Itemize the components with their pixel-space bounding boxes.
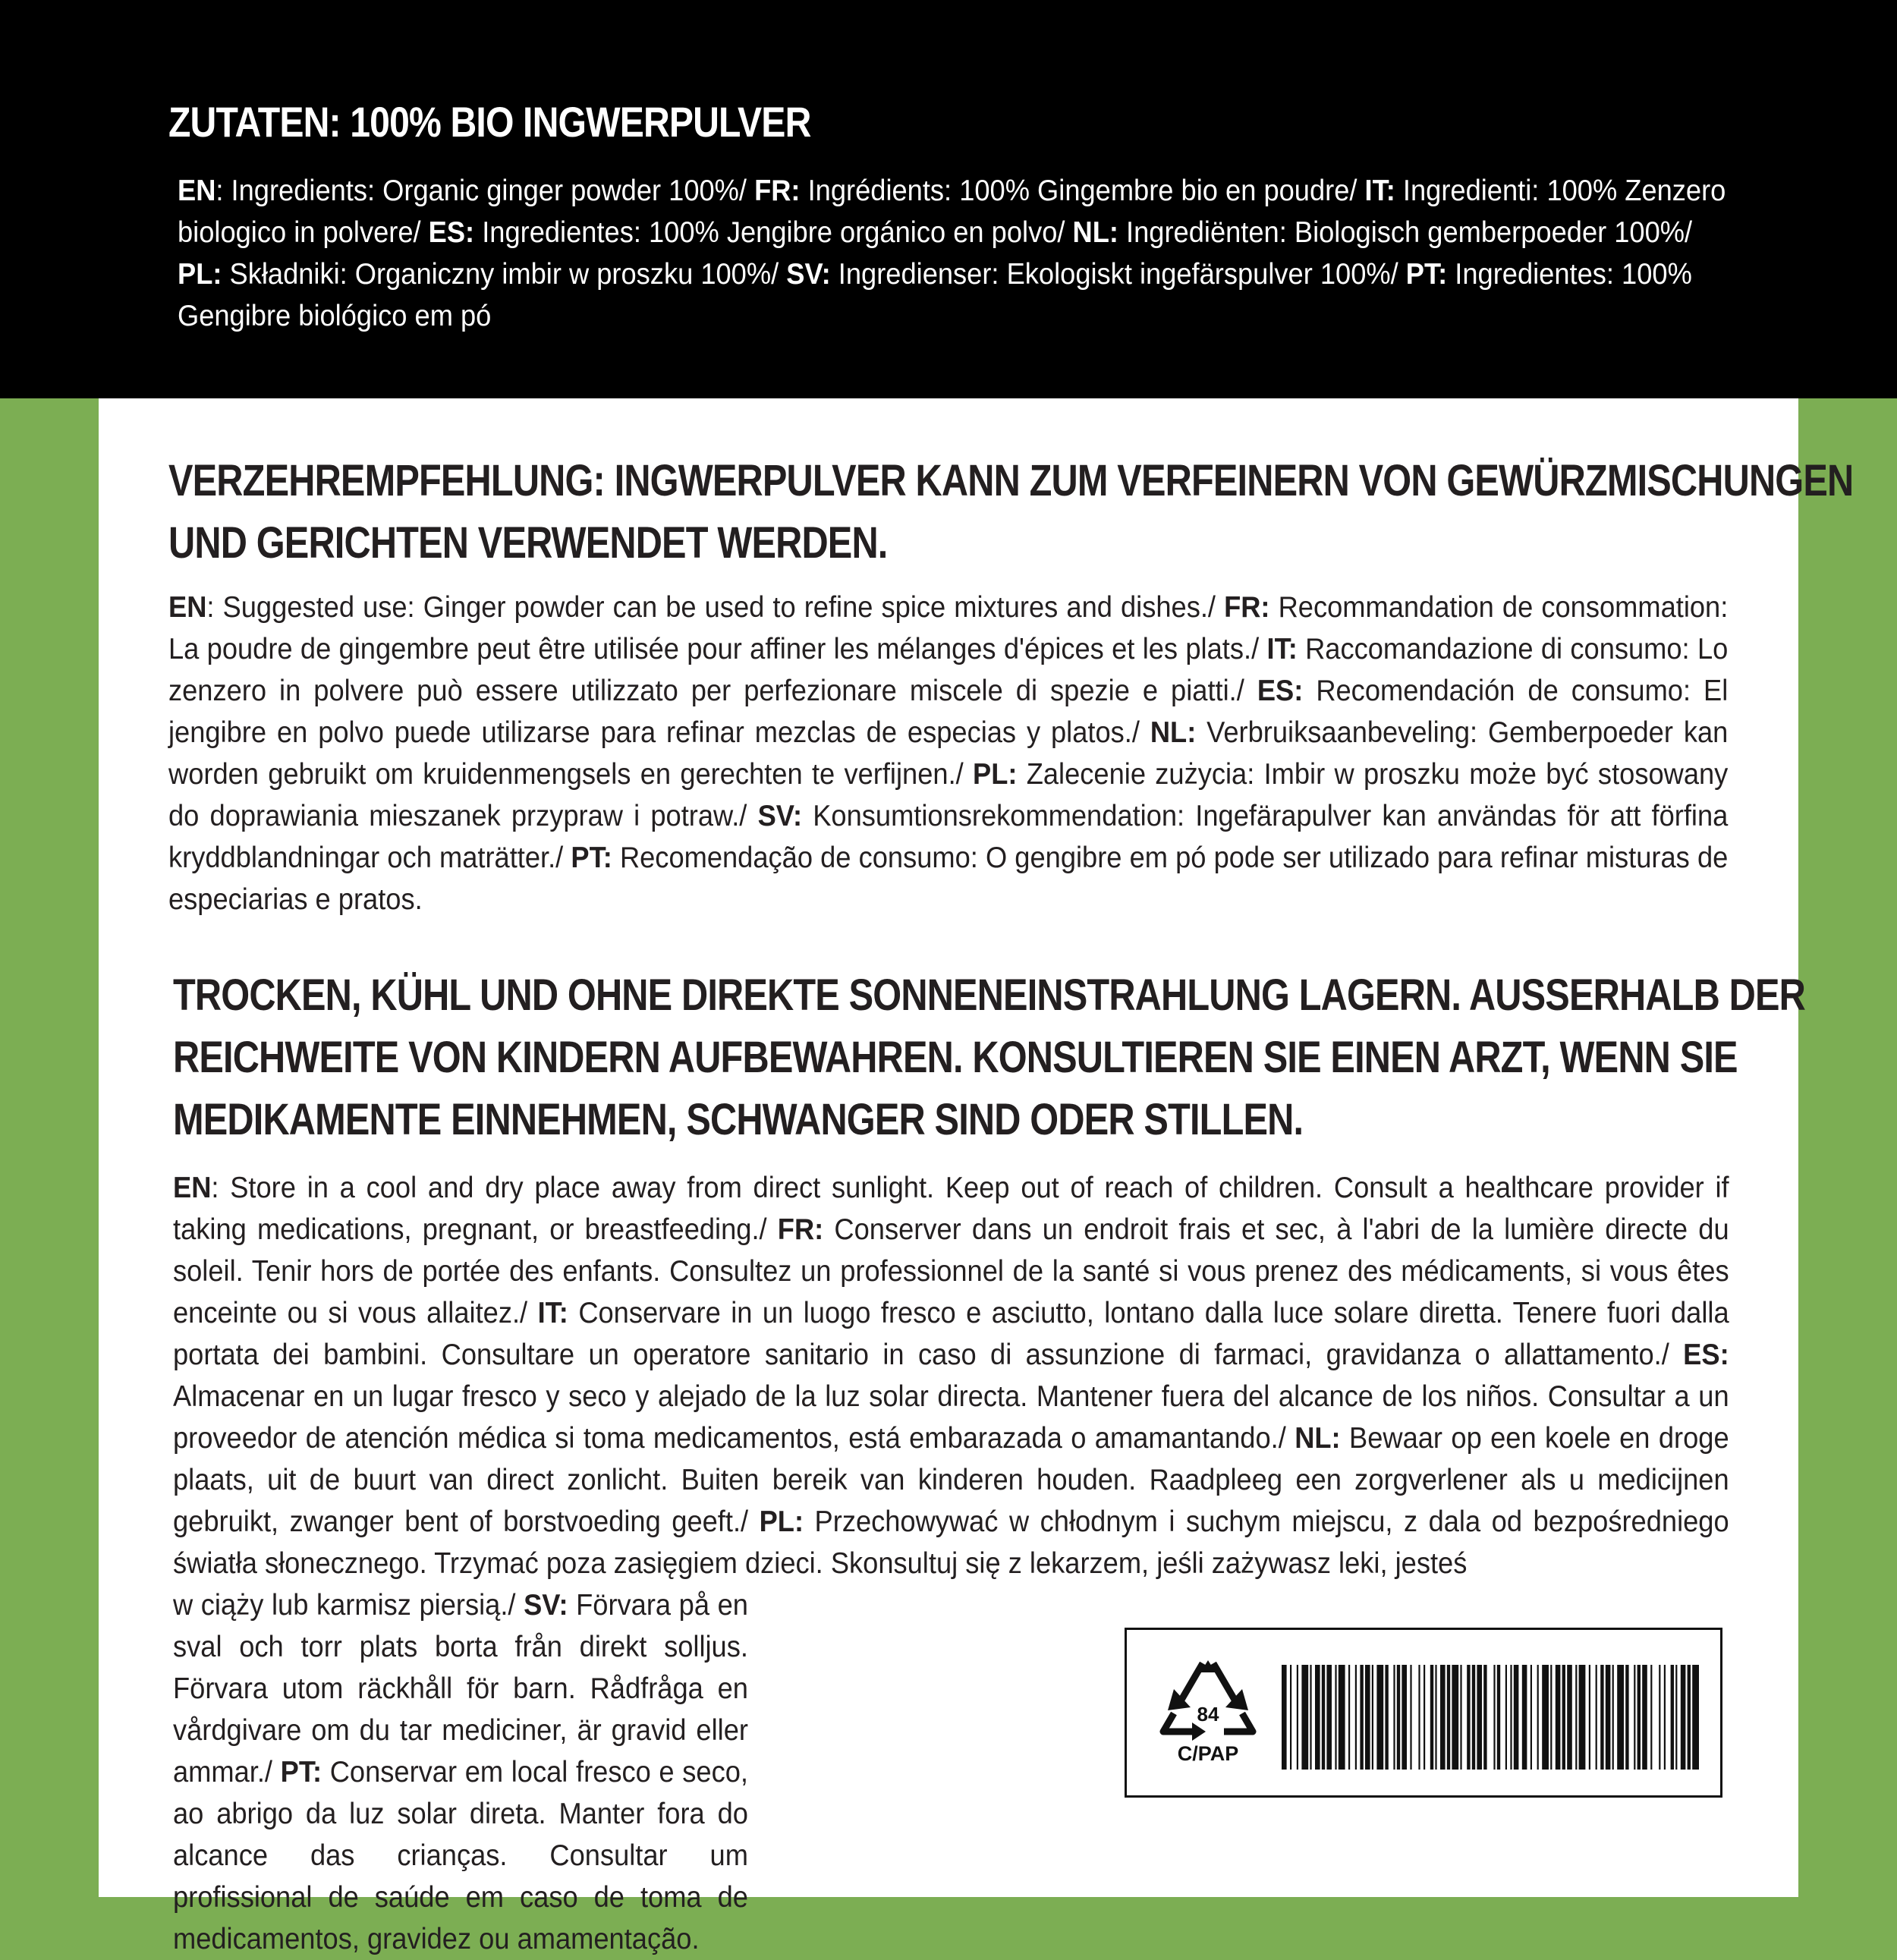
barcode-bar	[1567, 1665, 1572, 1770]
barcode-bar	[1360, 1665, 1363, 1770]
barcode-bar	[1372, 1665, 1373, 1770]
info-panel	[99, 398, 1854, 1955]
barcode-bar	[1282, 1665, 1287, 1770]
translation-text: Ingredientes: 100% Gengibre biológico em pó	[178, 258, 1692, 332]
barcode-bar	[1402, 1665, 1407, 1770]
suggested-use-title-line: VERZEHREMPFEHLUNG: INGWERPULVER KANN ZUM VERFEINERN VON GEWÜRZMISCHUNGEN	[168, 456, 1854, 505]
translation-text: Verbruiksaanbeveling: Gemberpoeder kan worden gebruikt om kruidenmengsels en gerechten te verfijnen./	[168, 716, 1729, 791]
language-code: ES:	[1257, 675, 1304, 707]
language-code: NL:	[1295, 1422, 1341, 1455]
suggested-use-title-line: UND GERICHTEN VERWENDET WERDEN.	[168, 518, 888, 568]
suggested-use-title	[168, 450, 1853, 574]
barcode-bar	[1430, 1665, 1433, 1770]
translation-text: Ingrediënten: Biologisch gemberpoeder 100%/	[1118, 216, 1693, 249]
barcode-bar	[1530, 1665, 1532, 1770]
barcode-bar	[1365, 1665, 1370, 1770]
suggested-use-translations	[168, 587, 1728, 920]
storage-title-line: TROCKEN, KÜHL UND OHNE DIREKTE SONNENEINSTRAHLUNG LAGERN. AUSSERHALB DER	[173, 971, 1805, 1020]
barcode-bar	[1606, 1665, 1611, 1770]
translation-text: Ingrédients: 100% Gingembre bio en poudre/	[800, 175, 1365, 207]
barcode-bar	[1634, 1665, 1635, 1770]
translation-text: Ingredienser: Ekologiskt ingefärspulver 100%/	[830, 258, 1406, 291]
translation-text: Recomendação de consumo: O gengibre em pó pode ser utilizado para refinar misturas de especiarias e pratos.	[168, 842, 1729, 916]
recycling-barcode-box	[1125, 1628, 1722, 1798]
recycling-number: 84	[1197, 1703, 1219, 1726]
barcode-bar	[1542, 1665, 1549, 1770]
barcode-bar	[1579, 1665, 1586, 1770]
barcode-bar	[1315, 1665, 1320, 1770]
barcode-bar	[1671, 1665, 1674, 1770]
language-code: SV:	[524, 1589, 568, 1622]
translation-text: Almacenar en un lugar fresco y seco y alejado de la luz solar directa. Mantener fuera del alcance de los niños. Consultar a un proveedor de atención médica si toma medicamentos, está embarazada o amamantando./	[173, 1380, 1729, 1455]
barcode-bar	[1447, 1665, 1450, 1770]
barcode-bar	[1637, 1665, 1641, 1770]
translation-text: Raccomandazione di consumo: Lo zenzero in polvere può essere utilizzato per perfezionare miscele di spezie e piatti./	[168, 633, 1729, 707]
barcode-bar	[1477, 1665, 1482, 1770]
barcode-bar	[1440, 1665, 1446, 1770]
barcode-bar	[1556, 1665, 1561, 1770]
barcode-bar	[1550, 1665, 1552, 1770]
barcode-bar	[1600, 1665, 1603, 1770]
barcode-bar	[1452, 1665, 1458, 1770]
language-code: IT:	[1266, 633, 1298, 665]
barcode-bar	[1424, 1665, 1425, 1770]
barcode-bar	[1497, 1665, 1500, 1770]
language-code: EN	[168, 591, 207, 624]
storage-title-line: MEDIKAMENTE EINNEHMEN, SCHWANGER SIND ODER STILLEN.	[173, 1095, 1304, 1144]
storage-translations	[173, 1167, 1729, 1584]
barcode-bar	[1467, 1665, 1470, 1770]
recycling-triangle-icon	[1159, 1657, 1257, 1771]
barcode-bar	[1322, 1665, 1325, 1770]
storage-title-line: REICHWEITE VON KINDERN AUFBEWAHREN. KONSULTIEREN SIE EINEN ARZT, WENN SIE	[173, 1033, 1738, 1082]
barcode-bar	[1688, 1665, 1691, 1770]
language-code: PL:	[178, 258, 222, 291]
barcode-bar	[1483, 1665, 1486, 1770]
recycling-code: C/PAP	[1177, 1742, 1239, 1765]
barcode-bar	[1393, 1665, 1395, 1770]
barcode-icon	[1282, 1665, 1699, 1770]
barcode-bar	[1410, 1665, 1411, 1770]
language-code: IT:	[1364, 175, 1395, 207]
language-code: FR:	[777, 1213, 824, 1246]
barcode-bar	[1290, 1665, 1291, 1770]
language-code: ES:	[1683, 1339, 1729, 1371]
barcode-bar	[1460, 1665, 1461, 1770]
barcode-bar	[1596, 1665, 1597, 1770]
translation-text: : Suggested use: Ginger powder can be used to refine spice mixtures and dishes./	[206, 591, 1225, 624]
language-code: SV:	[786, 258, 831, 291]
barcode-bar	[1510, 1665, 1512, 1770]
barcode-bar	[1692, 1665, 1699, 1770]
barcode-bar	[1612, 1665, 1614, 1770]
translation-text: Przechowywać w chłodnym i suchym miejscu, z dala od bezpośredniego światła słonecznego. Trzymać poza zasięgiem dzieci. Skonsultuj się z lekarzem, jeśli zażywasz leki, jesteś	[173, 1505, 1729, 1580]
barcode-bar	[1642, 1665, 1647, 1770]
barcode-bar	[1522, 1665, 1527, 1770]
barcode-bar	[1355, 1665, 1357, 1770]
barcode-bar	[1493, 1665, 1495, 1770]
language-code: FR:	[1224, 591, 1270, 624]
language-code: EN	[178, 175, 216, 207]
ingredients-title: ZUTATEN: 100% BIO INGWERPULVER	[168, 98, 811, 146]
language-code: EN	[173, 1172, 212, 1204]
translation-text: Recommandation de consommation: La poudre de gingembre peut être utilisée pour affiner les mélanges d'épices et les plats./	[168, 591, 1729, 665]
language-code: NL:	[1072, 216, 1118, 249]
barcode-bar	[1589, 1665, 1590, 1770]
barcode-bar	[1301, 1665, 1308, 1770]
translation-text: Förvara på en sval och torr plats borta från direkt solljus. Förvara utom räckhåll för barn. Rådfråga en vårdgivare om du tar mediciner, är gravid eller ammar./	[173, 1589, 748, 1789]
language-code: ES:	[428, 216, 475, 249]
translation-text: Ingredienti: 100% Zenzero biologico in polvere/	[178, 175, 1726, 249]
translation-text: Conservare in un luogo fresco e asciutto, lontano dalla luce solare diretta. Tenere fuori dalla portata dei bambini. Consultare un operatore sanitario in caso di assunzione di farmaci, gravidanza o allattamento./	[173, 1297, 1729, 1371]
translation-text: : Ingredients: Organic ginger powder 100%/	[215, 175, 755, 207]
barcode-bar	[1617, 1665, 1624, 1770]
barcode-bar	[1664, 1665, 1666, 1770]
translation-text: Składniki: Organiczny imbir w proszku 100%/	[222, 258, 787, 291]
ingredients-translations	[178, 170, 1730, 337]
ingredients-header	[0, 0, 1897, 398]
barcode-bar	[1326, 1665, 1332, 1770]
barcode-bar	[1681, 1665, 1686, 1770]
language-code: PT:	[571, 842, 612, 874]
barcode-bar	[1397, 1665, 1400, 1770]
translation-text: Zalecenie zużycia: Imbir w proszku może być stosowany do doprawiania mieszanek przypraw i potraw./	[168, 758, 1729, 832]
barcode-bar	[1650, 1665, 1652, 1770]
barcode-bar	[1339, 1665, 1345, 1770]
language-code: FR:	[754, 175, 801, 207]
barcode-bar	[1562, 1665, 1565, 1770]
translation-text: Konsumtionsrekommendation: Ingefärapulver kan användas för att förfina kryddblandningar och maträtter./	[168, 800, 1729, 874]
translation-text: Bewaar op een koele en droge plaats, uit de buurt van direct zonlicht. Buiten bereik van kinderen houden. Raadpleeg een zorgverlener als u medicijnen gebruikt, zwanger bent of borstvoeding geeft./	[173, 1422, 1729, 1538]
barcode-bar	[1472, 1665, 1475, 1770]
barcode-bar	[1310, 1665, 1311, 1770]
barcode-bar	[1376, 1665, 1383, 1770]
language-code: PL:	[973, 758, 1018, 791]
barcode-bar	[1675, 1665, 1677, 1770]
translation-text: : Store in a cool and dry place away from direct sunlight. Keep out of reach of children. Consult a healthcare provider if taking medications, pregnant, or breastfeeding./	[173, 1172, 1729, 1246]
language-code: PT:	[1405, 258, 1448, 291]
translation-text: Conservar em local fresco e seco, ao abrigo da luz solar direta. Manter fora do alcance das crianças. Consultar um profissional de saúde em caso de toma de medicamentos, gravidez ou amamentação.	[173, 1756, 748, 1955]
language-code: IT:	[537, 1297, 568, 1329]
barcode-bar	[1418, 1665, 1420, 1770]
barcode-bar	[1514, 1665, 1519, 1770]
language-code: PT:	[280, 1756, 322, 1789]
translation-text: Conserver dans un endroit frais et sec, à l'abri de la lumière directe du soleil. Tenir hors de portée des enfants. Consultez un professionnel de la santé si vous prenez des médicaments, si vous êtes enceinte ou si vous allaitez./	[173, 1213, 1729, 1329]
barcode-bar	[1575, 1665, 1577, 1770]
barcode-bar	[1435, 1665, 1436, 1770]
storage-title	[173, 964, 1805, 1151]
barcode-bar	[1625, 1665, 1628, 1770]
barcode-bar	[1537, 1665, 1539, 1770]
barcode-bar	[1385, 1665, 1388, 1770]
barcode-bar	[1297, 1665, 1298, 1770]
barcode-bar	[1505, 1665, 1507, 1770]
translation-text: w ciąży lub karmisz piersią./	[173, 1589, 524, 1622]
barcode-bar	[1335, 1665, 1336, 1770]
translation-text: Recomendación de consumo: El jengibre en polvo puede utilizarse para refinar mezclas de especias y platos./	[168, 675, 1729, 749]
storage-translations-continued	[173, 1584, 748, 1960]
language-code: PL:	[759, 1505, 804, 1538]
barcode-bar	[1659, 1665, 1660, 1770]
barcode-bar	[1348, 1665, 1350, 1770]
translation-text: Ingredientes: 100% Jengibre orgánico en polvo/	[474, 216, 1073, 249]
language-code: SV:	[757, 800, 803, 832]
language-code: NL:	[1150, 716, 1197, 749]
